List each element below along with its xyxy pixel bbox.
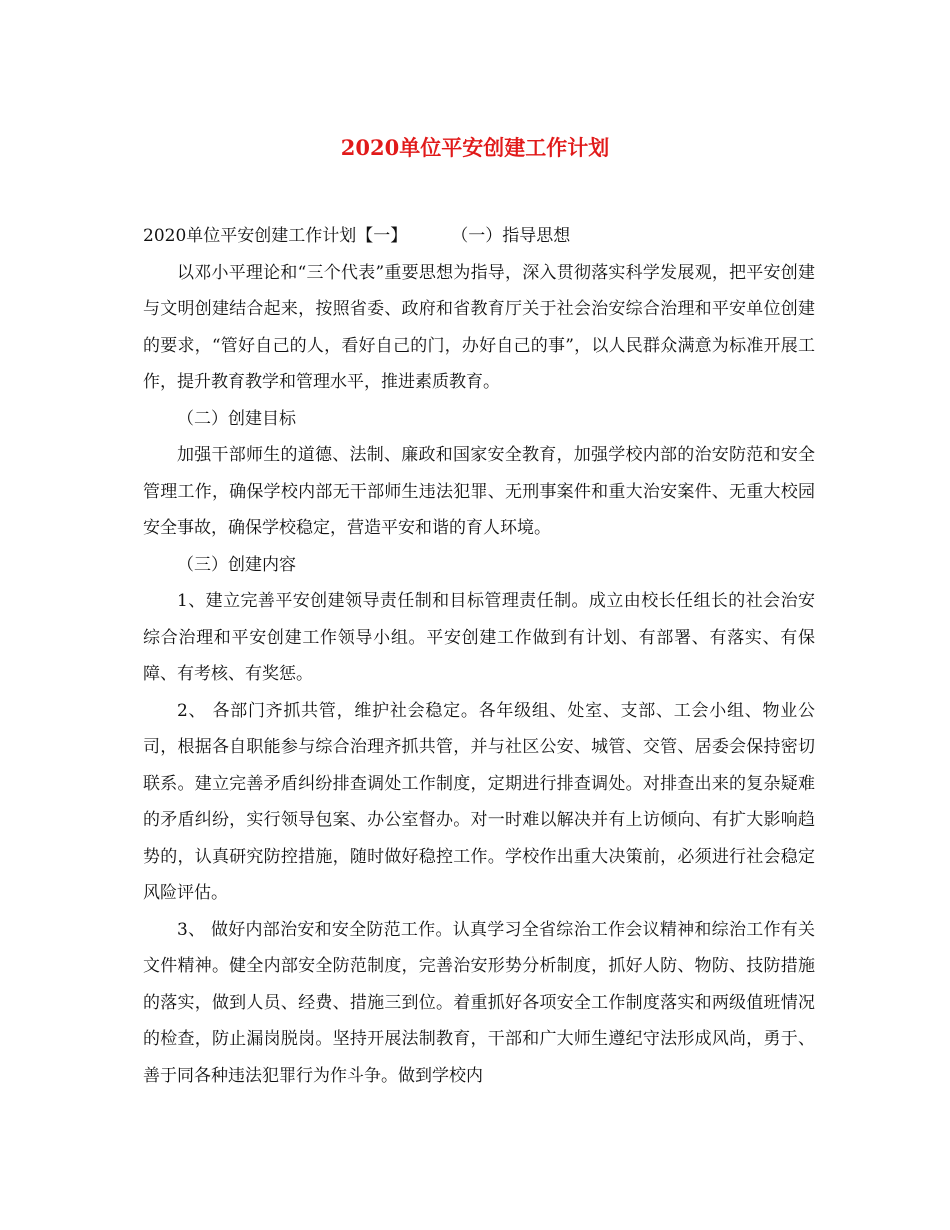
section3-heading: （三）创建内容 [177, 554, 296, 575]
section1-heading: （一）指导思想 [451, 226, 571, 246]
content-item-2: 2、 各部门齐抓共管，维护社会稳定。各年级组、处室、支部、工会小组、物业公司，根据各自职能参与综合治理齐抓共管，并与社区公安、城管、交管、居委会保持密切联系。建立完善矛盾纠纷排查调处工作制度，定期进行排查调处。对排查出来的复杂疑难的矛盾纠纷，实行领导包案、办公室督办。对一时难以解决并有上访倾向、有扩大影响趋势的，认真研究防控措施，随时做好稳控工作。学校作出重大决策前，必须进行社会稳定风险评估。 [143, 700, 815, 903]
section2-paragraph: 加强干部师生的道德、法制、廉政和国家安全教育，加强学校内部的治安防范和安全管理工作，确保学校内部无干部师生违法犯罪、无刑事案件和重大治安案件、无重大校园安全事故，确保学校稳定，营造平安和谐的育人环境。 [143, 445, 815, 538]
document-subtitle: 2020单位平安创建工作计划【一】 [143, 226, 408, 246]
section2-heading: （二）创建目标 [177, 408, 296, 429]
document-title: 2020单位平安创建工作计划 [340, 135, 610, 160]
content-item-1: 1、建立完善平安创建领导责任制和目标管理责任制。成立由校长任组长的社会治安综合治理和平安创建工作领导小组。平安创建工作做到有计划、有部署、有落实、有保障、有考核、有奖惩。 [143, 591, 815, 684]
section1-paragraph: 以邓小平理论和“三个代表”重要思想为指导，深入贯彻落实科学发展观，把平安创建与文明创建结合起来，按照省委、政府和省教育厅关于社会治安综合治理和平安单位创建的要求，“管好自己的人，看好自己的门，办好自己的事”，以人民群众满意为标准开展工作，提升教育教学和管理水平，推进素质教育。 [143, 262, 815, 392]
document-body [143, 218, 815, 1094]
content-item-3: 3、 做好内部治安和安全防范工作。认真学习全省综治工作会议精神和综治工作有关文件精神。健全内部安全防范制度，完善治安形势分析制度，抓好人防、物防、技防措施的落实，做到人员、经费、措施三到位。着重抓好各项安全工作制度落实和两级值班情况的检查，防止漏岗脱岗。坚持开展法制教育，干部和广大师生遵纪守法形成风尚，勇于、善于同各种违法犯罪行为作斗争。做到学校内 [143, 919, 815, 1086]
subtitle-line [143, 218, 815, 255]
